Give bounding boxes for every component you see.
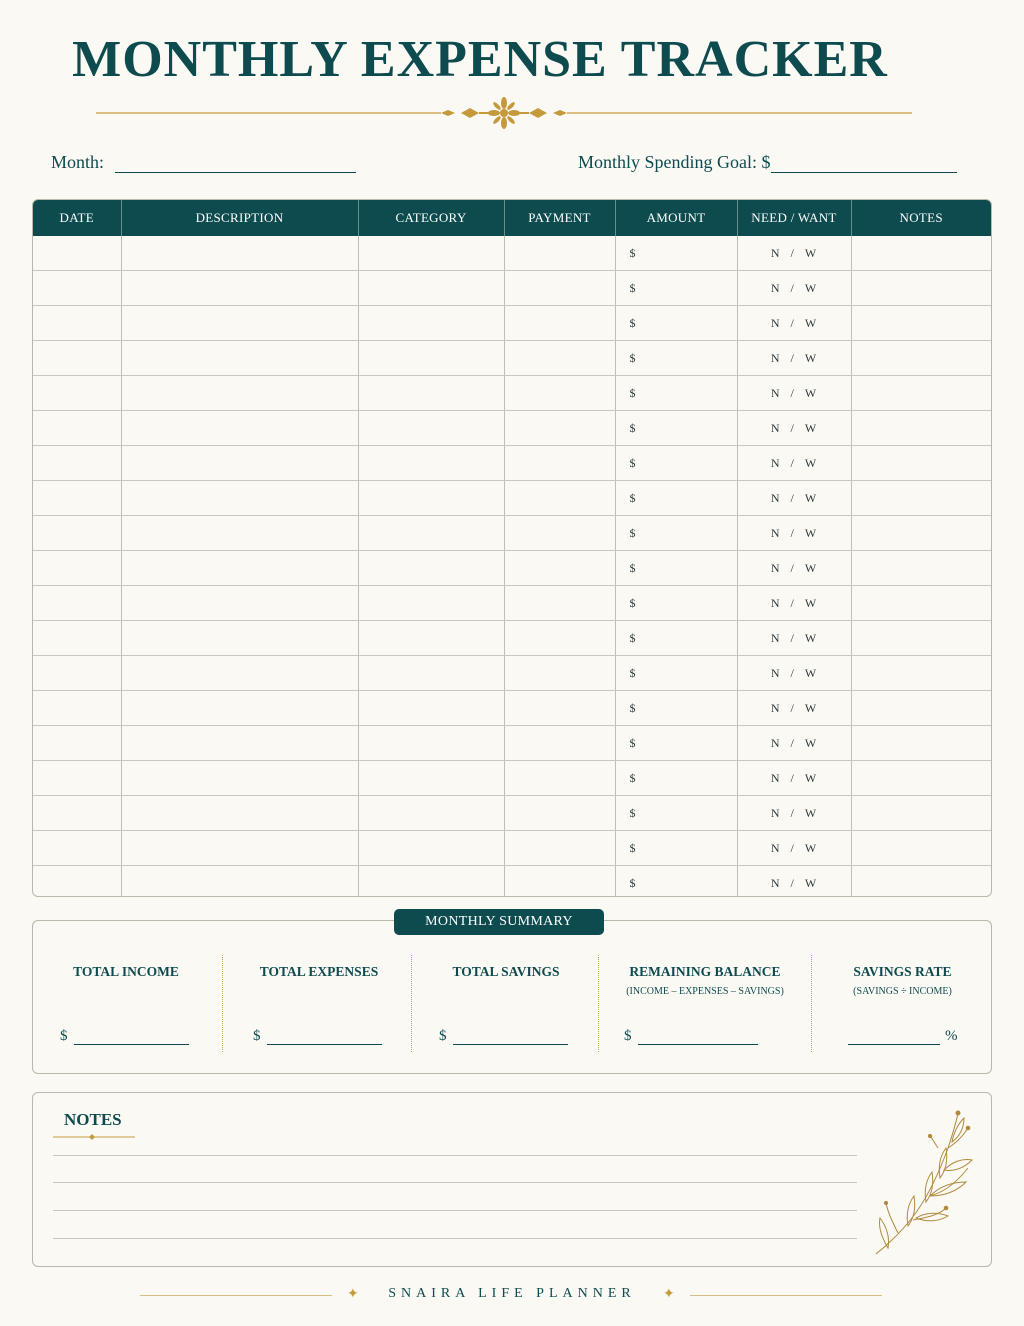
want-option[interactable]: W bbox=[804, 805, 818, 820]
footer-brand: SNAIRA LIFE PLANNER bbox=[388, 1286, 636, 1301]
category-cell[interactable] bbox=[358, 516, 504, 551]
table-row bbox=[33, 866, 991, 898]
summary-box bbox=[32, 920, 992, 1074]
payment-cell[interactable] bbox=[504, 796, 615, 831]
table-row bbox=[33, 831, 991, 866]
table-row bbox=[33, 236, 991, 271]
category-cell[interactable] bbox=[358, 656, 504, 691]
payment-cell[interactable] bbox=[504, 411, 615, 446]
date-cell[interactable] bbox=[33, 411, 121, 446]
need-option[interactable]: N bbox=[770, 455, 781, 470]
need-option[interactable]: N bbox=[770, 350, 781, 365]
need-want-cell[interactable] bbox=[737, 341, 851, 376]
spending-goal-field[interactable] bbox=[578, 152, 957, 173]
page-title: MONTHLY EXPENSE TRACKER bbox=[72, 31, 888, 88]
description-cell[interactable] bbox=[121, 516, 358, 551]
amount-cell[interactable] bbox=[615, 376, 737, 411]
payment-cell[interactable] bbox=[504, 236, 615, 271]
need-option[interactable]: N bbox=[770, 315, 781, 330]
category-cell[interactable] bbox=[358, 691, 504, 726]
need-option[interactable]: N bbox=[770, 805, 781, 820]
want-option[interactable]: W bbox=[804, 350, 818, 365]
date-cell[interactable] bbox=[33, 236, 121, 271]
summary-label: TOTAL EXPENSES bbox=[259, 964, 379, 979]
category-cell[interactable] bbox=[358, 831, 504, 866]
description-cell[interactable] bbox=[121, 796, 358, 831]
amount-cell[interactable] bbox=[615, 271, 737, 306]
amount-prefix: $ bbox=[629, 420, 636, 435]
date-cell[interactable] bbox=[33, 516, 121, 551]
summary-sub: (SAVINGS ÷ INCOME) bbox=[853, 986, 952, 997]
need-want-separator: / bbox=[790, 875, 795, 890]
table-row bbox=[33, 481, 991, 516]
summary-total-savings bbox=[432, 964, 580, 980]
need-want-separator: / bbox=[790, 735, 795, 750]
amount-prefix: $ bbox=[629, 560, 636, 575]
notes-cell[interactable] bbox=[851, 516, 991, 551]
amount-cell[interactable] bbox=[615, 866, 737, 898]
table-row bbox=[33, 796, 991, 831]
payment-cell[interactable] bbox=[504, 691, 615, 726]
date-cell[interactable] bbox=[33, 271, 121, 306]
need-want-cell[interactable] bbox=[737, 551, 851, 586]
note-line[interactable] bbox=[53, 1238, 857, 1239]
want-option[interactable]: W bbox=[804, 385, 818, 400]
table-row bbox=[33, 656, 991, 691]
need-want-cell[interactable] bbox=[737, 271, 851, 306]
category-cell[interactable] bbox=[358, 271, 504, 306]
need-want-separator: / bbox=[790, 840, 795, 855]
expense-table bbox=[32, 199, 992, 897]
ornament-divider-icon bbox=[96, 95, 912, 135]
need-option[interactable]: N bbox=[770, 490, 781, 505]
notes-cell[interactable] bbox=[851, 306, 991, 341]
want-option[interactable]: W bbox=[804, 735, 818, 750]
category-cell[interactable] bbox=[358, 341, 504, 376]
note-line[interactable] bbox=[53, 1155, 857, 1156]
table-row bbox=[33, 551, 991, 586]
notes-cell[interactable] bbox=[851, 796, 991, 831]
description-cell[interactable] bbox=[121, 271, 358, 306]
payment-cell[interactable] bbox=[504, 761, 615, 796]
need-want-separator: / bbox=[790, 805, 795, 820]
want-option[interactable]: W bbox=[804, 560, 818, 575]
need-want-cell[interactable] bbox=[737, 726, 851, 761]
note-line[interactable] bbox=[53, 1210, 857, 1211]
description-cell[interactable] bbox=[121, 621, 358, 656]
category-cell[interactable] bbox=[358, 761, 504, 796]
description-cell[interactable] bbox=[121, 341, 358, 376]
need-want-separator: / bbox=[790, 350, 795, 365]
description-cell[interactable] bbox=[121, 446, 358, 481]
description-cell[interactable] bbox=[121, 306, 358, 341]
need-want-cell[interactable] bbox=[737, 761, 851, 796]
notes-underline-icon bbox=[53, 1132, 135, 1142]
payment-cell[interactable] bbox=[504, 516, 615, 551]
category-cell[interactable] bbox=[358, 306, 504, 341]
payment-cell[interactable] bbox=[504, 376, 615, 411]
need-want-separator: / bbox=[790, 770, 795, 785]
table-row bbox=[33, 306, 991, 341]
description-cell[interactable] bbox=[121, 376, 358, 411]
payment-cell[interactable] bbox=[504, 866, 615, 898]
want-option[interactable]: W bbox=[804, 420, 818, 435]
amount-prefix: $ bbox=[629, 805, 636, 820]
amount-prefix: $ bbox=[629, 875, 636, 890]
amount-prefix: $ bbox=[629, 350, 636, 365]
description-cell[interactable] bbox=[121, 831, 358, 866]
table-row bbox=[33, 726, 991, 761]
table-header bbox=[33, 200, 991, 236]
payment-cell[interactable] bbox=[504, 306, 615, 341]
category-cell[interactable] bbox=[358, 446, 504, 481]
summary-divider bbox=[811, 955, 812, 1052]
need-want-cell[interactable] bbox=[737, 411, 851, 446]
table-row bbox=[33, 446, 991, 481]
description-cell[interactable] bbox=[121, 236, 358, 271]
remaining-balance-input[interactable]: $ bbox=[624, 1028, 758, 1045]
summary-label: TOTAL SAVINGS bbox=[452, 964, 560, 979]
need-option[interactable]: N bbox=[770, 560, 781, 575]
date-cell[interactable] bbox=[33, 341, 121, 376]
notes-cell[interactable] bbox=[851, 761, 991, 796]
category-cell[interactable] bbox=[358, 796, 504, 831]
date-cell[interactable] bbox=[33, 586, 121, 621]
amount-prefix: $ bbox=[629, 490, 636, 505]
notes-cell[interactable] bbox=[851, 866, 991, 898]
need-want-separator: / bbox=[790, 560, 795, 575]
category-cell[interactable] bbox=[358, 866, 504, 898]
amount-cell[interactable] bbox=[615, 481, 737, 516]
payment-cell[interactable] bbox=[504, 586, 615, 621]
table-row bbox=[33, 516, 991, 551]
need-want-cell[interactable] bbox=[737, 481, 851, 516]
amount-prefix: $ bbox=[629, 735, 636, 750]
need-option[interactable]: N bbox=[770, 735, 781, 750]
description-cell[interactable] bbox=[121, 761, 358, 796]
payment-cell[interactable] bbox=[504, 656, 615, 691]
need-option[interactable]: N bbox=[770, 770, 781, 785]
want-option[interactable]: W bbox=[804, 630, 818, 645]
summary-title: MONTHLY SUMMARY bbox=[394, 909, 604, 935]
date-cell[interactable] bbox=[33, 796, 121, 831]
amount-cell[interactable] bbox=[615, 236, 737, 271]
amount-cell[interactable] bbox=[615, 691, 737, 726]
need-want-separator: / bbox=[790, 315, 795, 330]
payment-cell[interactable] bbox=[504, 726, 615, 761]
amount-prefix: $ bbox=[629, 595, 636, 610]
date-cell[interactable] bbox=[33, 831, 121, 866]
amount-prefix: $ bbox=[629, 245, 636, 260]
want-option[interactable]: W bbox=[804, 595, 818, 610]
amount-prefix: $ bbox=[629, 525, 636, 540]
total-savings-input[interactable]: $ bbox=[439, 1028, 568, 1045]
amount-cell[interactable] bbox=[615, 446, 737, 481]
notes-cell[interactable] bbox=[851, 586, 991, 621]
need-want-cell[interactable] bbox=[737, 621, 851, 656]
amount-prefix: $ bbox=[629, 840, 636, 855]
notes-cell[interactable] bbox=[851, 341, 991, 376]
notes-cell[interactable] bbox=[851, 446, 991, 481]
need-want-separator: / bbox=[790, 665, 795, 680]
amount-cell[interactable] bbox=[615, 586, 737, 621]
col-category: CATEGORY bbox=[358, 200, 504, 236]
amount-cell[interactable] bbox=[615, 726, 737, 761]
date-cell[interactable] bbox=[33, 656, 121, 691]
notes-cell[interactable] bbox=[851, 551, 991, 586]
need-want-cell[interactable] bbox=[737, 306, 851, 341]
want-option[interactable]: W bbox=[804, 490, 818, 505]
amount-prefix: $ bbox=[629, 315, 636, 330]
need-want-cell[interactable] bbox=[737, 656, 851, 691]
notes-cell[interactable] bbox=[851, 691, 991, 726]
amount-cell[interactable] bbox=[615, 796, 737, 831]
need-want-separator: / bbox=[790, 700, 795, 715]
want-option[interactable]: W bbox=[804, 700, 818, 715]
leaf-branch-icon bbox=[868, 1108, 978, 1260]
summary-total-income bbox=[55, 964, 197, 980]
description-cell[interactable] bbox=[121, 656, 358, 691]
description-cell[interactable] bbox=[121, 586, 358, 621]
amount-prefix: $ bbox=[629, 700, 636, 715]
payment-cell[interactable] bbox=[504, 341, 615, 376]
col-payment: PAYMENT bbox=[504, 200, 615, 236]
need-want-separator: / bbox=[790, 455, 795, 470]
notes-cell[interactable] bbox=[851, 411, 991, 446]
need-want-separator: / bbox=[790, 525, 795, 540]
category-cell[interactable] bbox=[358, 586, 504, 621]
payment-cell[interactable] bbox=[504, 551, 615, 586]
notes-cell[interactable] bbox=[851, 271, 991, 306]
table-row bbox=[33, 586, 991, 621]
need-option[interactable]: N bbox=[770, 245, 781, 260]
amount-prefix: $ bbox=[629, 280, 636, 295]
date-cell[interactable] bbox=[33, 761, 121, 796]
notes-cell[interactable] bbox=[851, 726, 991, 761]
col-date: DATE bbox=[33, 200, 121, 236]
table-row bbox=[33, 376, 991, 411]
amount-cell[interactable] bbox=[615, 551, 737, 586]
need-option[interactable]: N bbox=[770, 840, 781, 855]
category-cell[interactable] bbox=[358, 551, 504, 586]
payment-cell[interactable] bbox=[504, 831, 615, 866]
description-cell[interactable] bbox=[121, 481, 358, 516]
need-want-separator: / bbox=[790, 420, 795, 435]
summary-total-expenses bbox=[245, 964, 393, 980]
summary-savings-rate bbox=[830, 964, 975, 997]
month-field[interactable] bbox=[51, 152, 356, 173]
description-cell[interactable] bbox=[121, 411, 358, 446]
col-need-want: NEED / WANT bbox=[737, 200, 851, 236]
payment-cell[interactable] bbox=[504, 271, 615, 306]
want-option[interactable]: W bbox=[804, 245, 818, 260]
total-income-input[interactable]: $ bbox=[60, 1028, 189, 1045]
notes-cell[interactable] bbox=[851, 481, 991, 516]
need-want-separator: / bbox=[790, 490, 795, 505]
table-row bbox=[33, 621, 991, 656]
summary-divider bbox=[222, 955, 223, 1052]
notes-cell[interactable] bbox=[851, 236, 991, 271]
want-option[interactable]: W bbox=[804, 770, 818, 785]
summary-label: TOTAL INCOME bbox=[73, 964, 179, 979]
col-amount: AMOUNT bbox=[615, 200, 737, 236]
date-cell[interactable] bbox=[33, 376, 121, 411]
summary-remaining-balance bbox=[610, 964, 800, 997]
need-want-cell[interactable] bbox=[737, 866, 851, 898]
amount-cell[interactable] bbox=[615, 306, 737, 341]
description-cell[interactable] bbox=[121, 866, 358, 898]
notes-cell[interactable] bbox=[851, 376, 991, 411]
need-option[interactable]: N bbox=[770, 525, 781, 540]
want-option[interactable]: W bbox=[804, 315, 818, 330]
summary-divider bbox=[411, 955, 412, 1052]
summary-divider bbox=[598, 955, 599, 1052]
amount-cell[interactable] bbox=[615, 831, 737, 866]
date-cell[interactable] bbox=[33, 551, 121, 586]
spending-goal-line bbox=[771, 154, 957, 173]
col-notes: NOTES bbox=[851, 200, 991, 236]
col-description: DESCRIPTION bbox=[121, 200, 358, 236]
want-option[interactable]: W bbox=[804, 665, 818, 680]
need-want-separator: / bbox=[790, 245, 795, 260]
table-row bbox=[33, 411, 991, 446]
notes-box bbox=[32, 1092, 992, 1267]
notes-cell[interactable] bbox=[851, 656, 991, 691]
date-cell[interactable] bbox=[33, 446, 121, 481]
amount-cell[interactable] bbox=[615, 341, 737, 376]
amount-cell[interactable] bbox=[615, 516, 737, 551]
summary-sub: (INCOME – EXPENSES – SAVINGS) bbox=[626, 986, 784, 997]
want-option[interactable]: W bbox=[804, 525, 818, 540]
category-cell[interactable] bbox=[358, 236, 504, 271]
table-row bbox=[33, 691, 991, 726]
need-want-cell[interactable] bbox=[737, 831, 851, 866]
want-option[interactable]: W bbox=[804, 455, 818, 470]
need-want-cell[interactable] bbox=[737, 376, 851, 411]
amount-prefix: $ bbox=[629, 385, 636, 400]
want-option[interactable]: W bbox=[804, 280, 818, 295]
table-row bbox=[33, 271, 991, 306]
category-cell[interactable] bbox=[358, 481, 504, 516]
need-option[interactable]: N bbox=[770, 385, 781, 400]
note-line[interactable] bbox=[53, 1182, 857, 1183]
need-option[interactable]: N bbox=[770, 280, 781, 295]
need-want-cell[interactable] bbox=[737, 691, 851, 726]
notes-title: NOTES bbox=[64, 1110, 122, 1129]
amount-cell[interactable] bbox=[615, 656, 737, 691]
notes-cell[interactable] bbox=[851, 831, 991, 866]
amount-prefix: $ bbox=[629, 455, 636, 470]
amount-prefix: $ bbox=[629, 770, 636, 785]
table-row bbox=[33, 761, 991, 796]
amount-prefix: $ bbox=[629, 630, 636, 645]
category-cell[interactable] bbox=[358, 411, 504, 446]
date-cell[interactable] bbox=[33, 481, 121, 516]
need-option[interactable]: N bbox=[770, 595, 781, 610]
category-cell[interactable] bbox=[358, 726, 504, 761]
footer-line-right bbox=[690, 1295, 882, 1296]
payment-cell[interactable] bbox=[504, 621, 615, 656]
need-want-separator: / bbox=[790, 595, 795, 610]
need-want-separator: / bbox=[790, 385, 795, 400]
description-cell[interactable] bbox=[121, 726, 358, 761]
date-cell[interactable] bbox=[33, 866, 121, 898]
spending-goal-label: Monthly Spending Goal: $ bbox=[578, 152, 771, 172]
amount-cell[interactable] bbox=[615, 621, 737, 656]
summary-label: REMAINING BALANCE bbox=[629, 964, 781, 979]
need-option[interactable]: N bbox=[770, 665, 781, 680]
category-cell[interactable] bbox=[358, 376, 504, 411]
want-option[interactable]: W bbox=[804, 875, 818, 890]
amount-cell[interactable] bbox=[615, 411, 737, 446]
star-icon: ✦ bbox=[347, 1287, 359, 1302]
date-cell[interactable] bbox=[33, 306, 121, 341]
need-want-separator: / bbox=[790, 630, 795, 645]
date-cell[interactable] bbox=[33, 621, 121, 656]
amount-prefix: $ bbox=[629, 665, 636, 680]
need-option[interactable]: N bbox=[770, 630, 781, 645]
need-option[interactable]: N bbox=[770, 875, 781, 890]
payment-cell[interactable] bbox=[504, 446, 615, 481]
month-label: Month: bbox=[51, 152, 105, 172]
date-cell[interactable] bbox=[33, 726, 121, 761]
summary-label: SAVINGS RATE bbox=[853, 964, 952, 979]
description-cell[interactable] bbox=[121, 551, 358, 586]
want-option[interactable]: W bbox=[804, 840, 818, 855]
payment-cell[interactable] bbox=[504, 481, 615, 516]
need-want-cell[interactable] bbox=[737, 516, 851, 551]
need-want-cell[interactable] bbox=[737, 586, 851, 621]
description-cell[interactable] bbox=[121, 691, 358, 726]
need-option[interactable]: N bbox=[770, 700, 781, 715]
category-cell[interactable] bbox=[358, 621, 504, 656]
need-want-cell[interactable] bbox=[737, 236, 851, 271]
need-want-cell[interactable] bbox=[737, 446, 851, 481]
total-expenses-input[interactable]: $ bbox=[253, 1028, 382, 1045]
need-want-cell[interactable] bbox=[737, 796, 851, 831]
need-option[interactable]: N bbox=[770, 420, 781, 435]
need-want-separator: / bbox=[790, 280, 795, 295]
amount-cell[interactable] bbox=[615, 761, 737, 796]
star-icon: ✦ bbox=[663, 1287, 675, 1302]
notes-cell[interactable] bbox=[851, 621, 991, 656]
month-line bbox=[115, 154, 356, 173]
table-row bbox=[33, 341, 991, 376]
date-cell[interactable] bbox=[33, 691, 121, 726]
savings-rate-input[interactable]: % bbox=[848, 1028, 958, 1045]
